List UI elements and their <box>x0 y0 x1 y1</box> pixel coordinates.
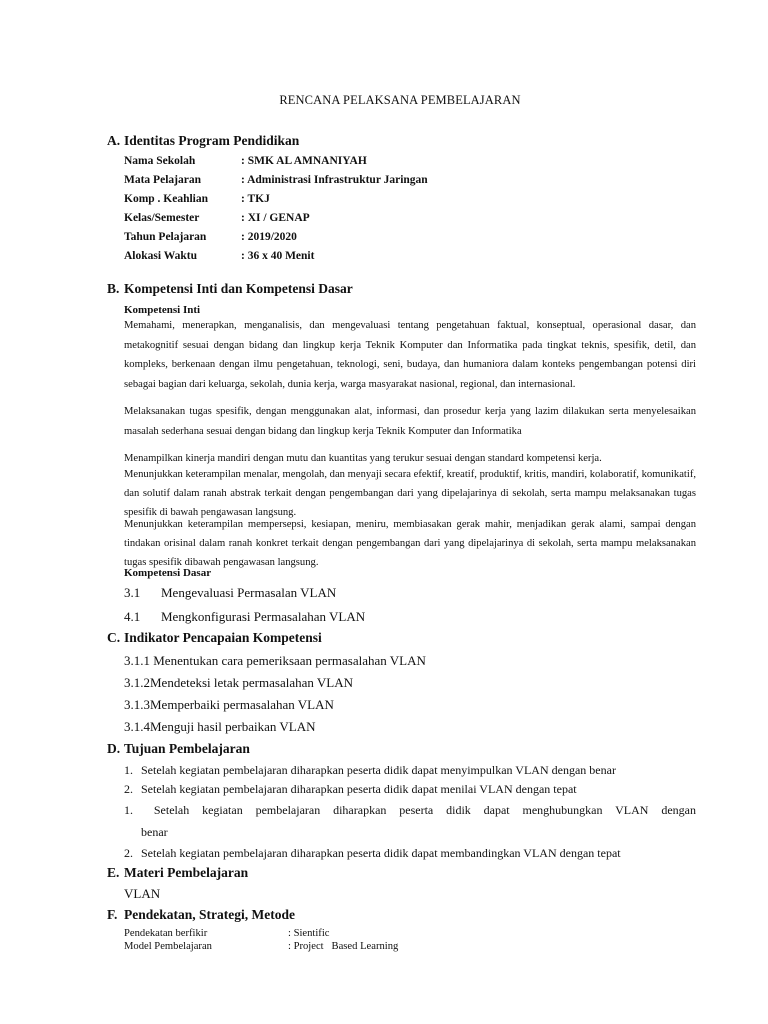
objective-text: Setelah kegiatan pembelajaran diharapkan peserta didik dapat menilai VLAN dengan tepat <box>141 782 577 796</box>
ki-paragraph-2: Melaksanakan tugas spesifik, dengan menggunakan alat, informasi, dan prosedur kerja yang lazim dilakukan serta menyelesaikan masalah sederhana sesuai dengan bidang dan lingkup kerja Teknik Komputer dan Informatika <box>124 406 696 437</box>
identity-value: : 2019/2020 <box>241 231 297 243</box>
identity-row-year <box>124 231 297 243</box>
section-d-heading <box>107 741 250 757</box>
indicator-item: 3.1.1 Menentukan cara pemeriksaan permasalahan VLAN <box>124 653 426 668</box>
objective-continuation: benar <box>141 825 168 839</box>
kompetensi-inti-label: Kompetensi Inti <box>124 304 201 316</box>
objective-item <box>124 763 696 778</box>
identity-label: Nama Sekolah <box>124 155 196 167</box>
identity-value: : TKJ <box>241 193 270 205</box>
ki-paragraph-1: Memahami, menerapkan, menganalisis, dan mengevaluasi tentang pengetahuan faktual, konseptual, operasional dasar, dan metakognitif sesuai dengan bidang dan lingkup kerja Teknik Komputer dan Informatika pada tingkat teknis, spesifik, detil, dan kompleks, berkenaan dengan ilmu pengetahuan, teknologi, seni, budaya, dan humaniora dalam konteks pengembangan potensi diri sebagai bagian dari keluarga, sekolah, dunia kerja, warga masyarakat nasional, regional, dan internasional. <box>124 320 696 390</box>
model-label: Model Pembelajaran <box>124 941 212 952</box>
section-c-heading <box>107 630 322 646</box>
identity-value: : XI / GENAP <box>241 212 310 224</box>
approach-row <box>124 928 330 939</box>
kd-text: Mengevaluasi Permasalan VLAN <box>161 585 337 600</box>
section-f-title: Pendekatan, Strategi, Metode <box>124 907 295 922</box>
section-c-letter: C. <box>107 630 121 645</box>
objective-number: 2. <box>124 782 133 796</box>
objective-item <box>124 803 696 818</box>
objective-text: Setelah kegiatan pembelajaran diharapkan peserta didik dapat menyimpulkan VLAN dengan benar <box>141 763 616 777</box>
section-f-heading <box>107 907 295 923</box>
section-f-letter: F. <box>107 907 118 922</box>
kd-item <box>124 609 365 625</box>
identity-row-subject <box>124 174 428 186</box>
kd-text: Mengkonfigurasi Permasalahan VLAN <box>161 609 366 624</box>
objective-number: 2. <box>124 846 133 860</box>
section-e-title: Materi Pembelajaran <box>124 865 249 880</box>
identity-label: Kelas/Semester <box>124 212 200 224</box>
identity-label: Alokasi Waktu <box>124 250 197 262</box>
identity-label: Mata Pelajaran <box>124 174 201 186</box>
objective-text: Setelah kegiatan pembelajaran diharapkan peserta didik dapat menghubungkan VLAN dengan <box>153 803 696 817</box>
section-a-title: Identitas Program Pendidikan <box>124 133 300 148</box>
objective-number: 1. <box>124 763 133 777</box>
materi-content: VLAN <box>124 886 161 901</box>
model-value: : Project Based Learning <box>288 941 399 952</box>
identity-label: Tahun Pelajaran <box>124 231 207 243</box>
section-d-letter: D. <box>107 741 121 756</box>
identity-row-time <box>124 250 314 262</box>
section-e-letter: E. <box>107 865 120 880</box>
section-e-heading <box>107 865 248 881</box>
section-b-letter: B. <box>107 281 120 296</box>
ki-paragraph-3: Menampilkan kinerja mandiri dengan mutu dan kuantitas yang terukur sesuai dengan standard kompetensi kerja. <box>124 453 602 464</box>
approach-label: Pendekatan berfikir <box>124 928 208 939</box>
kd-item <box>124 585 336 601</box>
ki-paragraph-5: Menunjukkan keterampilan mempersepsi, kesiapan, meniru, membiasakan gerak mahir, menjadikan gerak alami, sampai dengan tindakan orisinal dalam ranah konkret terkait dengan pengembangan dari yang dipelajarinya di sekolah, serta mampu melaksanakan tugas spesifik dibawah pengawasan langsung. <box>124 519 696 568</box>
identity-label: Komp . Keahlian <box>124 193 209 205</box>
section-b-heading <box>107 281 353 297</box>
objective-text: Setelah kegiatan pembelajaran diharapkan peserta didik dapat membandingkan VLAN dengan tepat <box>141 846 621 860</box>
identity-row-expertise <box>124 193 270 205</box>
indicator-item: 3.1.2Mendeteksi letak permasalahan VLAN <box>124 675 353 690</box>
identity-value: : Administrasi Infrastruktur Jaringan <box>241 174 428 186</box>
indicator-item: 3.1.4Menguji hasil perbaikan VLAN <box>124 719 316 734</box>
kd-number: 4.1 <box>124 609 141 624</box>
section-c-title: Indikator Pencapaian Kompetensi <box>124 630 322 645</box>
section-b-title: Kompetensi Inti dan Kompetensi Dasar <box>124 281 353 296</box>
objective-item <box>124 846 696 861</box>
identity-value: : SMK AL AMNANIYAH <box>241 155 367 167</box>
model-row <box>124 941 398 952</box>
objective-item <box>124 782 696 797</box>
indicator-item: 3.1.3Memperbaiki permasalahan VLAN <box>124 697 334 712</box>
kd-number: 3.1 <box>124 585 141 600</box>
identity-row-school <box>124 155 367 167</box>
objective-number: 1. <box>124 803 133 817</box>
ki-paragraph-4: Menunjukkan keterampilan menalar, mengolah, dan menyaji secara efektif, kreatif, produktif, kritis, mandiri, kolaboratif, komunikatif, dan solutif dalam ranah abstrak terkait dengan pengembangan dari yang dipelajarinya di sekolah, serta mampu melaksanakan tugas spesifik di bawah pengawasan langsung. <box>124 469 696 518</box>
kompetensi-dasar-label: Kompetensi Dasar <box>124 567 212 579</box>
approach-value: : Sientific <box>288 928 330 939</box>
identity-value: : 36 x 40 Menit <box>241 250 315 262</box>
identity-row-class <box>124 212 310 224</box>
document-title: RENCANA PELAKSANA PEMBELAJARAN <box>279 93 521 107</box>
section-a-letter: A. <box>107 133 121 148</box>
section-a-heading <box>107 133 299 149</box>
section-d-title: Tujuan Pembelajaran <box>124 741 250 756</box>
